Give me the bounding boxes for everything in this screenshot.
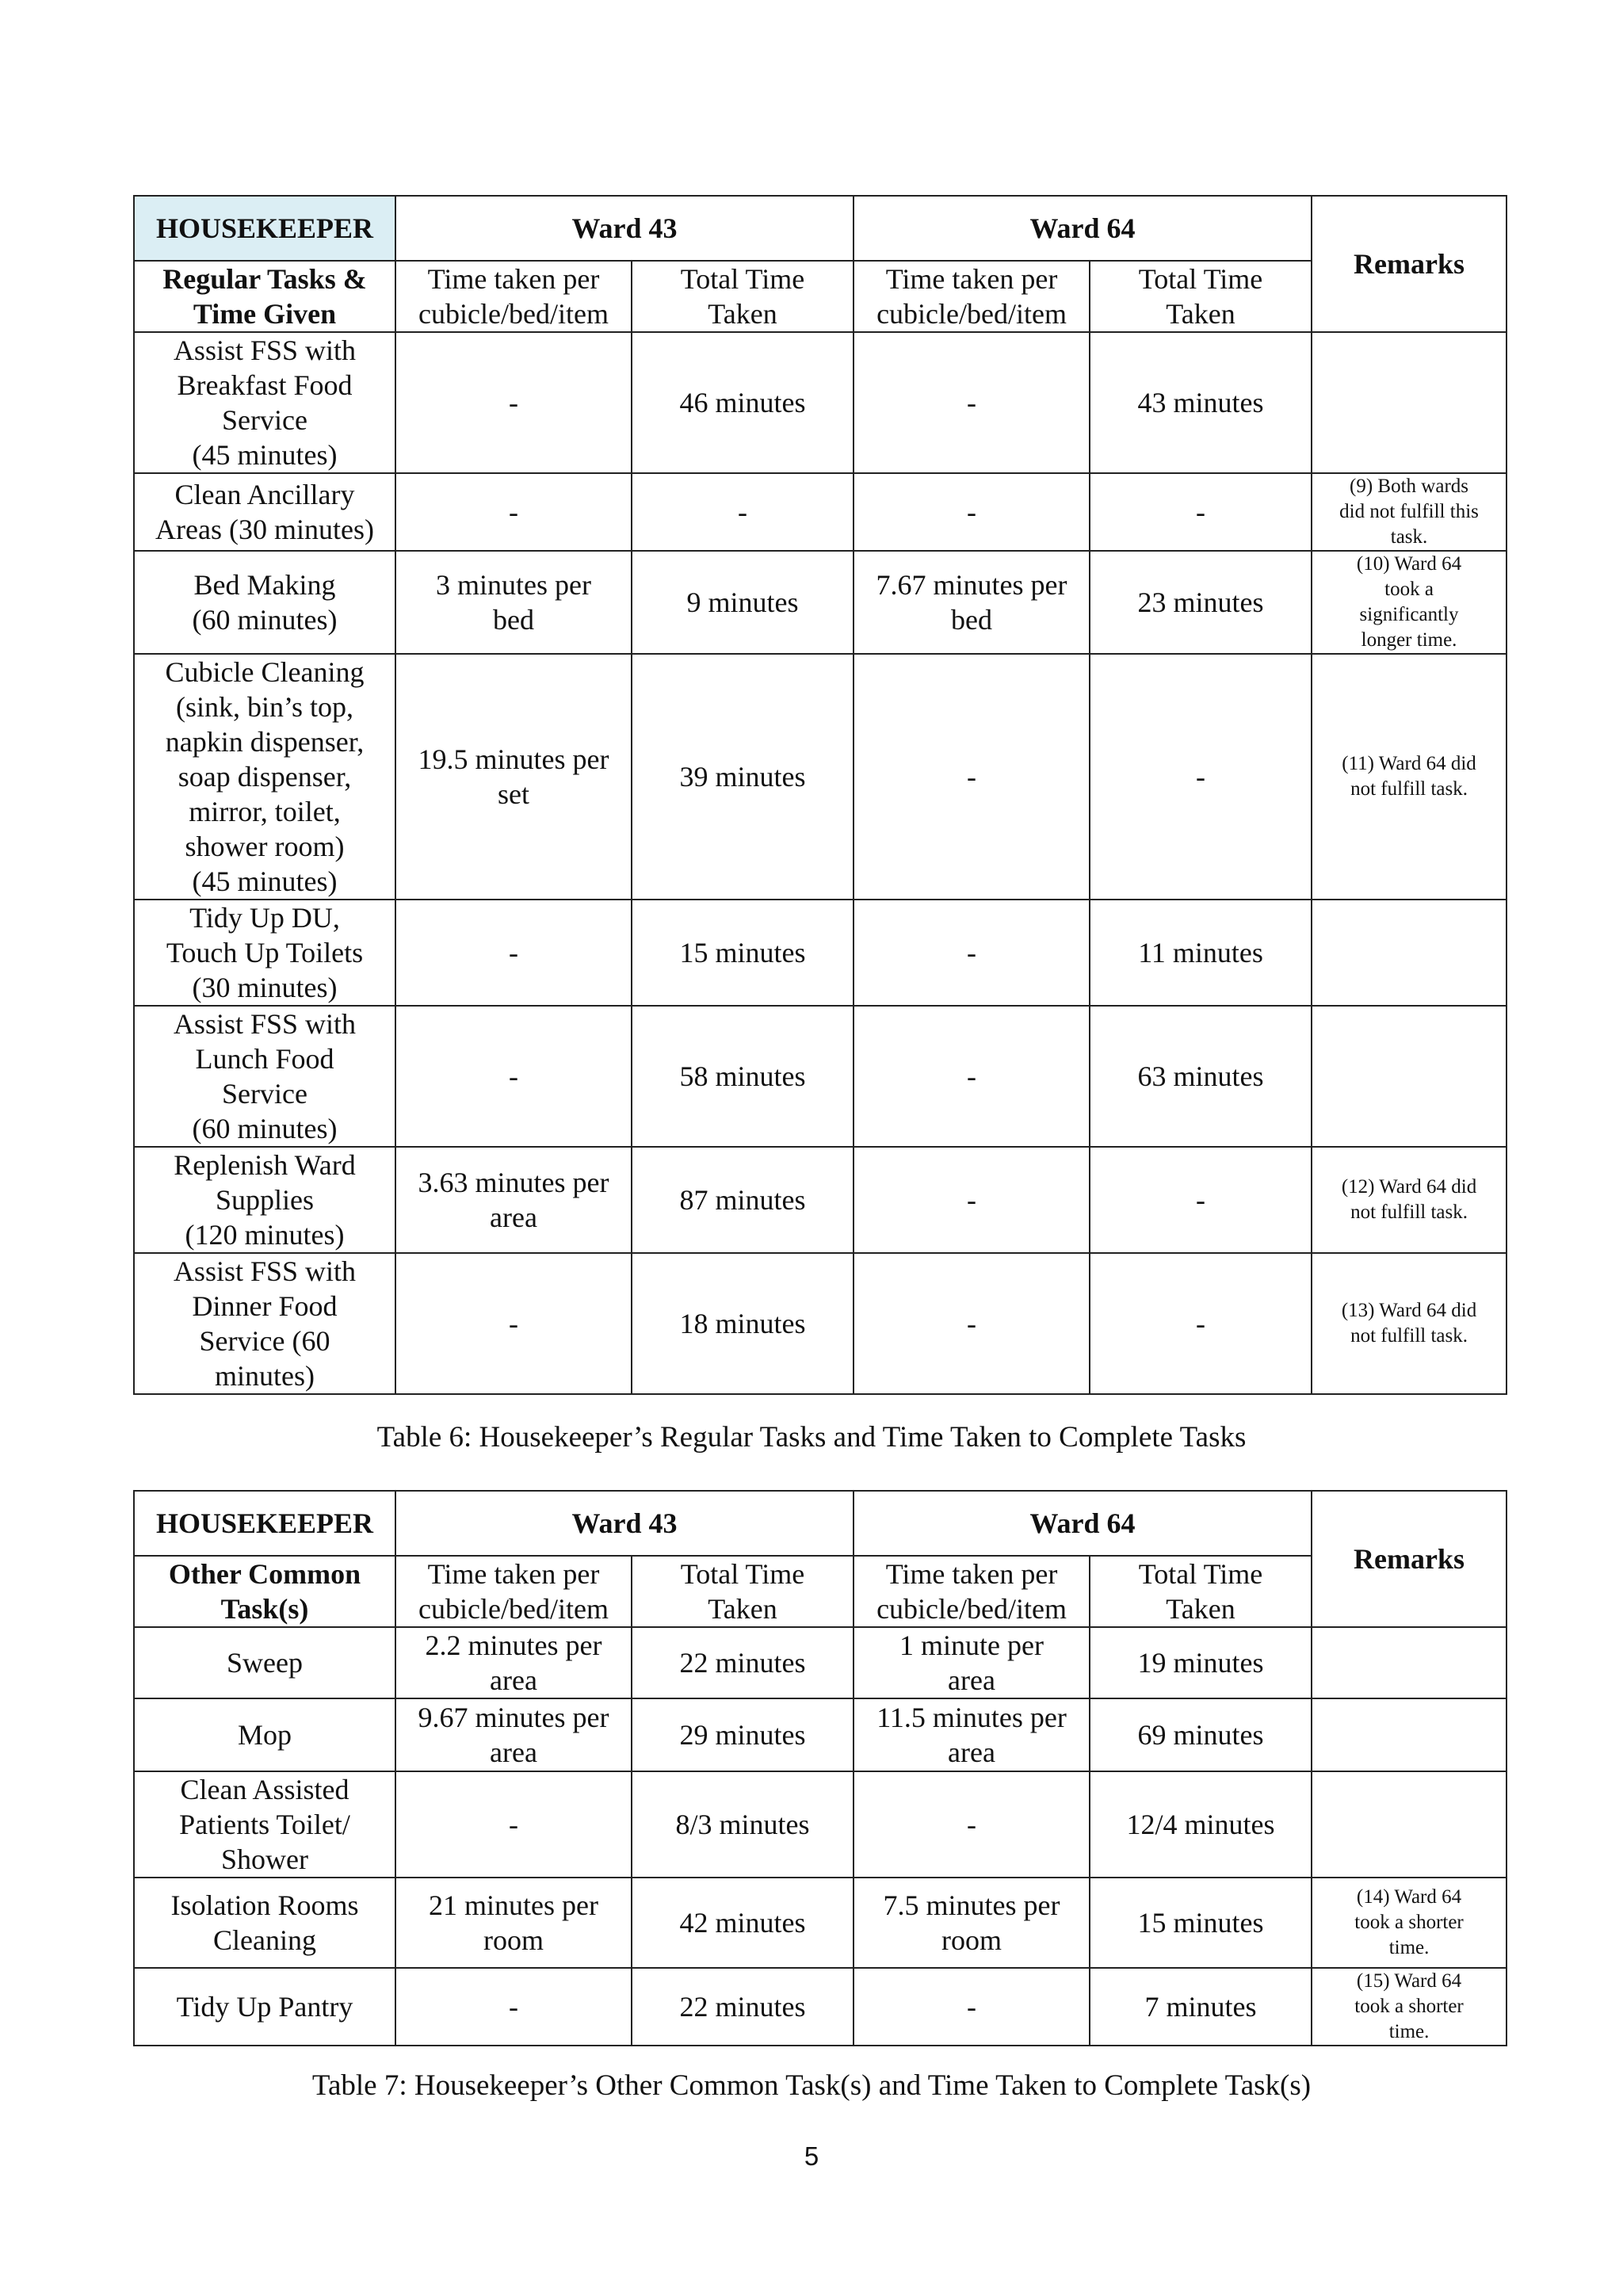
time-per-header: Time taken per cubicle/bed/item (395, 1556, 632, 1627)
remark-cell (1312, 1698, 1507, 1771)
ward-64-total: 69 minutes (1090, 1698, 1312, 1771)
ward-64-total: - (1090, 1147, 1312, 1253)
housekeeper-header: HOUSEKEEPER (134, 1491, 395, 1556)
ward-43-total: 8/3 minutes (632, 1771, 854, 1878)
table-6 (133, 195, 1507, 1395)
table-row (134, 1253, 1507, 1394)
ward-64-header: Ward 64 (854, 196, 1312, 261)
remark-cell (1312, 1006, 1507, 1147)
task-cell: Assist FSS with Lunch Food Service (60 minutes) (134, 1006, 395, 1147)
remark-cell: (13) Ward 64 did not fulfill task. (1312, 1253, 1507, 1394)
remark-cell (1312, 900, 1507, 1006)
ward-43-time-per: 3 minutes per bed (395, 551, 632, 654)
ward-43-total: 87 minutes (632, 1147, 854, 1253)
ward-64-time-per: - (854, 654, 1090, 900)
ward-43-total: 15 minutes (632, 900, 854, 1006)
remark-cell: (10) Ward 64 took a significantly longer time. (1312, 551, 1507, 654)
task-cell: Tidy Up Pantry (134, 1968, 395, 2046)
table-row (134, 1147, 1507, 1253)
ward-64-total: 12/4 minutes (1090, 1771, 1312, 1878)
remarks-header: Remarks (1312, 196, 1507, 332)
ward-64-total: - (1090, 473, 1312, 551)
ward-64-total: 23 minutes (1090, 551, 1312, 654)
ward-64-total: 15 minutes (1090, 1878, 1312, 1968)
total-time-header: Total Time Taken (1090, 1556, 1312, 1627)
remark-cell: (12) Ward 64 did not fulfill task. (1312, 1147, 1507, 1253)
task-column-header: Regular Tasks & Time Given (134, 261, 395, 332)
table-row (134, 1627, 1507, 1698)
total-time-header: Total Time Taken (1090, 261, 1312, 332)
ward-43-time-per: 3.63 minutes per area (395, 1147, 632, 1253)
ward-43-total: 29 minutes (632, 1698, 854, 1771)
ward-64-time-per: - (854, 1771, 1090, 1878)
table-row (134, 1968, 1507, 2046)
remark-cell: (15) Ward 64 took a shorter time. (1312, 1968, 1507, 2046)
ward-43-time-per: - (395, 332, 632, 473)
remark-cell: (14) Ward 64 took a shorter time. (1312, 1878, 1507, 1968)
ward-64-time-per: 11.5 minutes per area (854, 1698, 1090, 1771)
ward-64-time-per: - (854, 1147, 1090, 1253)
ward-64-time-per: - (854, 900, 1090, 1006)
table-row (134, 900, 1507, 1006)
ward-43-time-per: 21 minutes per room (395, 1878, 632, 1968)
table-7-caption: Table 7: Housekeeper’s Other Common Task(s) and Time Taken to Complete Task(s) (311, 2069, 1312, 2102)
remarks-header: Remarks (1312, 1491, 1507, 1627)
ward-64-time-per: - (854, 1968, 1090, 2046)
task-cell: Cubicle Cleaning (sink, bin’s top, napkin dispenser, soap dispenser, mirror, toilet, shower room) (45 minutes) (134, 654, 395, 900)
ward-64-time-per: 7.5 minutes per room (854, 1878, 1090, 1968)
ward-64-total: - (1090, 654, 1312, 900)
total-time-header: Total Time Taken (632, 1556, 854, 1627)
ward-43-total: 22 minutes (632, 1627, 854, 1698)
remark-cell: (9) Both wards did not fulfill this task. (1312, 473, 1507, 551)
ward-64-time-per: - (854, 332, 1090, 473)
ward-43-time-per: - (395, 1006, 632, 1147)
remark-cell (1312, 1771, 1507, 1878)
ward-43-time-per: - (395, 473, 632, 551)
ward-64-time-per: 7.67 minutes per bed (854, 551, 1090, 654)
ward-43-time-per: 9.67 minutes per area (395, 1698, 632, 1771)
ward-43-time-per: 19.5 minutes per set (395, 654, 632, 900)
time-per-header: Time taken per cubicle/bed/item (854, 1556, 1090, 1627)
task-cell: Tidy Up DU, Touch Up Toilets (30 minutes) (134, 900, 395, 1006)
table-row (134, 473, 1507, 551)
ward-64-total: 11 minutes (1090, 900, 1312, 1006)
table-7 (133, 1490, 1507, 2046)
task-cell: Assist FSS with Breakfast Food Service (45 minutes) (134, 332, 395, 473)
time-per-header: Time taken per cubicle/bed/item (854, 261, 1090, 332)
time-per-header: Time taken per cubicle/bed/item (395, 261, 632, 332)
ward-64-time-per: - (854, 1006, 1090, 1147)
ward-43-time-per: - (395, 900, 632, 1006)
table-row (134, 1698, 1507, 1771)
table-row (134, 332, 1507, 473)
ward-64-header: Ward 64 (854, 1491, 1312, 1556)
ward-43-total: 18 minutes (632, 1253, 854, 1394)
table-row (134, 551, 1507, 654)
ward-43-time-per: - (395, 1968, 632, 2046)
ward-43-total: 9 minutes (632, 551, 854, 654)
ward-43-total: - (632, 473, 854, 551)
table-row (134, 1771, 1507, 1878)
ward-64-total: 7 minutes (1090, 1968, 1312, 2046)
table-row (134, 1006, 1507, 1147)
table-row (134, 1878, 1507, 1968)
task-cell: Assist FSS with Dinner Food Service (60 minutes) (134, 1253, 395, 1394)
ward-64-time-per: 1 minute per area (854, 1627, 1090, 1698)
remark-cell (1312, 332, 1507, 473)
remark-cell (1312, 1627, 1507, 1698)
ward-43-total: 58 minutes (632, 1006, 854, 1147)
ward-64-total: - (1090, 1253, 1312, 1394)
table-6-caption: Table 6: Housekeeper’s Regular Tasks and Time Taken to Complete Tasks (376, 1421, 1247, 1454)
housekeeper-header: HOUSEKEEPER (134, 196, 395, 261)
ward-64-total: 19 minutes (1090, 1627, 1312, 1698)
ward-43-total: 42 minutes (632, 1878, 854, 1968)
ward-43-time-per: - (395, 1771, 632, 1878)
ward-43-time-per: 2.2 minutes per area (395, 1627, 632, 1698)
task-cell: Mop (134, 1698, 395, 1771)
ward-43-total: 22 minutes (632, 1968, 854, 2046)
task-cell: Isolation Rooms Cleaning (134, 1878, 395, 1968)
task-cell: Clean Assisted Patients Toilet/ Shower (134, 1771, 395, 1878)
total-time-header: Total Time Taken (632, 261, 854, 332)
task-cell: Sweep (134, 1627, 395, 1698)
ward-64-total: 63 minutes (1090, 1006, 1312, 1147)
remark-cell: (11) Ward 64 did not fulfill task. (1312, 654, 1507, 900)
page-number: 5 (804, 2141, 819, 2171)
ward-43-header: Ward 43 (395, 1491, 854, 1556)
task-cell: Replenish Ward Supplies (120 minutes) (134, 1147, 395, 1253)
ward-43-header: Ward 43 (395, 196, 854, 261)
ward-43-total: 46 minutes (632, 332, 854, 473)
ward-43-total: 39 minutes (632, 654, 854, 900)
task-column-header: Other Common Task(s) (134, 1556, 395, 1627)
ward-64-total: 43 minutes (1090, 332, 1312, 473)
ward-43-time-per: - (395, 1253, 632, 1394)
ward-64-time-per: - (854, 1253, 1090, 1394)
task-cell: Bed Making (60 minutes) (134, 551, 395, 654)
task-cell: Clean Ancillary Areas (30 minutes) (134, 473, 395, 551)
table-row (134, 654, 1507, 900)
ward-64-time-per: - (854, 473, 1090, 551)
